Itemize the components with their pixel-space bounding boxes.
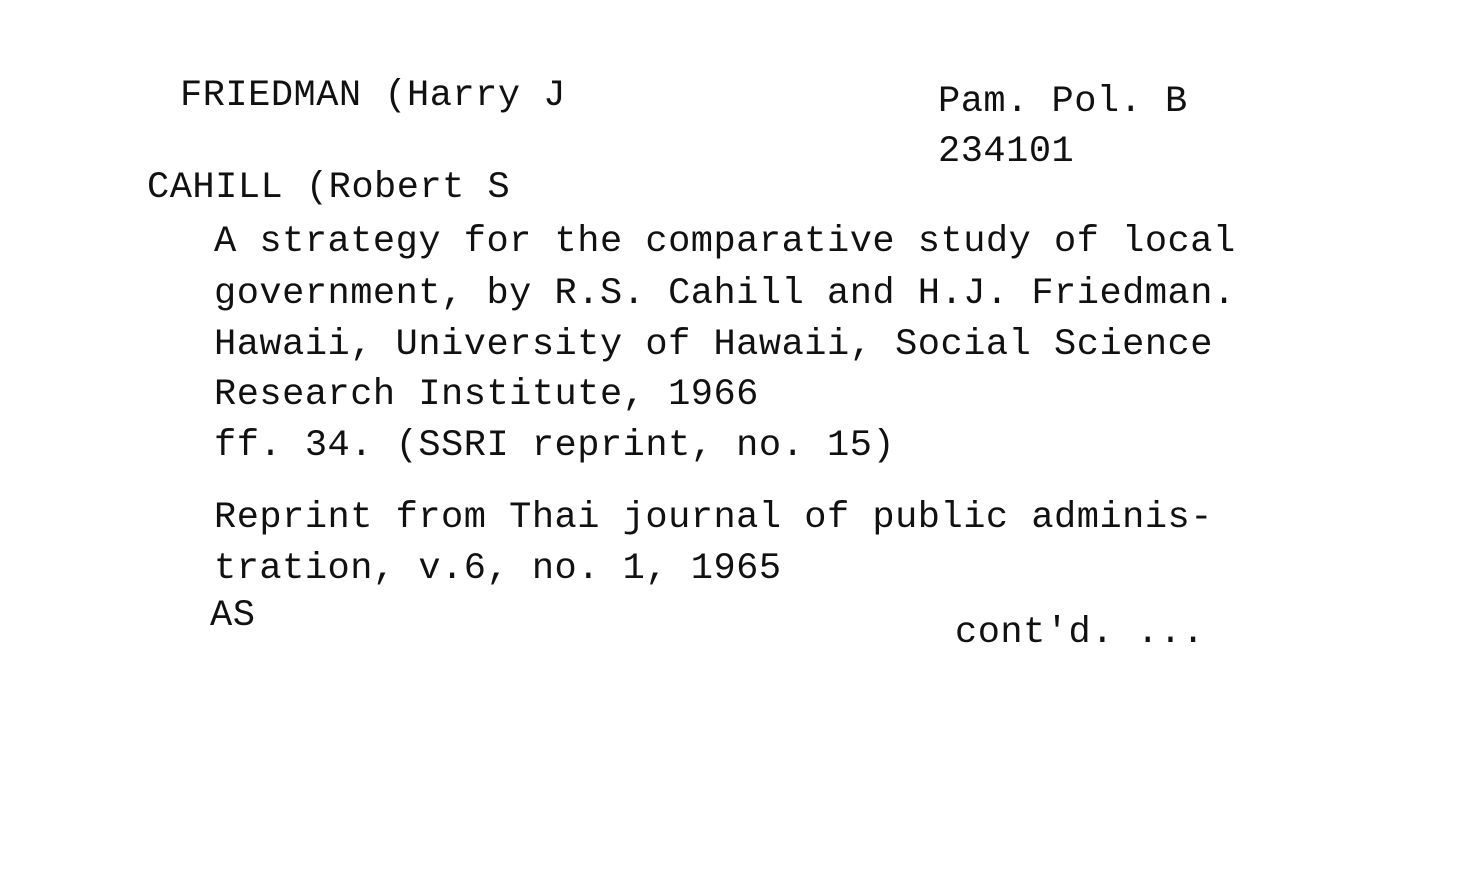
main-entry-heading: CAHILL (Robert S xyxy=(147,167,511,209)
imprint-line: Research Institute, 1966 xyxy=(214,374,759,416)
collation-line: ff. 34. (SSRI reprint, no. 15) xyxy=(214,425,896,467)
call-number-line: Pam. Pol. B xyxy=(938,81,1188,123)
call-number-line: 234101 xyxy=(938,131,1075,173)
title-line: A strategy for the comparative study of local xyxy=(214,221,1236,263)
note-line: Reprint from Thai journal of public adminis- xyxy=(214,497,1213,539)
note-line: tration, v.6, no. 1, 1965 xyxy=(214,548,782,590)
imprint-line: Hawaii, University of Hawaii, Social Science xyxy=(214,324,1213,366)
title-line: government, by R.S. Cahill and H.J. Friedman. xyxy=(214,273,1236,315)
added-entry-heading: FRIEDMAN (Harry J xyxy=(180,75,566,117)
cataloger-initials: AS xyxy=(210,595,256,637)
continued-marker: cont'd. ... xyxy=(955,612,1205,654)
